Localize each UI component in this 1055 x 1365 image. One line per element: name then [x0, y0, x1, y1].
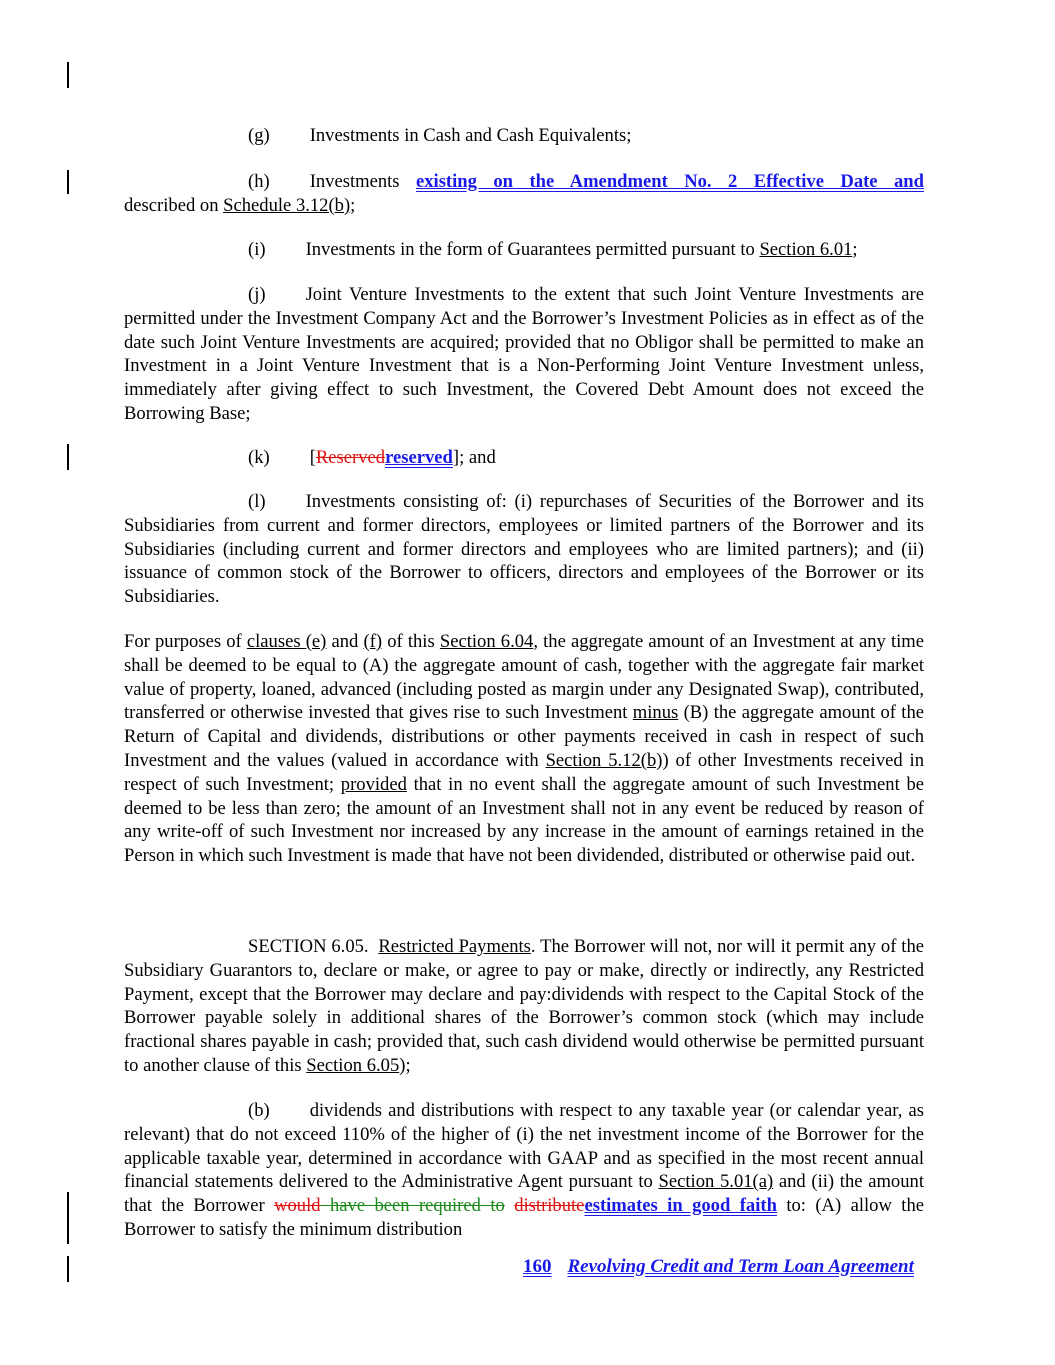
- clause-text: Investments in the form of Guarantees permitted pursuant to: [305, 239, 760, 260]
- section-link[interactable]: Section 5.01(a): [658, 1171, 774, 1193]
- clause-k: [124, 446, 924, 470]
- text: (B) the aggregate amount of the Return of Capital and dividends, distributions or other payments received in cash in respect of such Investment and the values (valued in accordance with: [124, 702, 924, 771]
- text: ) of other Investments received in respect of such Investment;: [124, 749, 924, 795]
- clause-text: described on: [124, 194, 224, 216]
- clause-label: (l): [248, 491, 266, 512]
- clause-label: (j): [248, 284, 266, 305]
- section-link[interactable]: Section 6.05: [306, 1054, 400, 1076]
- text: . The Borrower will not, nor will it permit any of the Subsidiary Guarantors to, declare or make, or agree to pay or make, directly or indirectly, any Restricted Payment, except that the Borrower may declare and pay:dividends with respect to the Capital Stock of the Borrower payable solely in additional shares of the Borrower’s common stock (which may include fractional shares payable in cash; provided that, such cash dividend would otherwise be permitted pursuant to another clause of this: [124, 936, 924, 1076]
- deleted-text: would: [274, 1195, 321, 1217]
- section-title: Restricted Payments: [378, 936, 531, 957]
- document-title: Revolving Credit and Term Loan Agreement: [567, 1256, 914, 1277]
- inserted-text: reserved: [385, 447, 453, 468]
- clause-text: Investments: [309, 171, 416, 192]
- section-heading: SECTION 6.05.: [248, 936, 379, 957]
- text: );: [399, 1054, 411, 1076]
- section-link[interactable]: Section 5.12(b): [545, 749, 663, 771]
- clause-text: Investments consisting of: (i) repurchases of Securities of the Borrower and its Subsidiaries from current and former directors, employees or limited partners of the Borrower and its Subsidiaries (including current and former directors and employees who are limited partners); and (ii) issuance of common stock of the Borrower to officers, directors and employees of the Borrower or its Subsidiaries.: [124, 491, 924, 608]
- moved-deleted-text: have been required to: [320, 1195, 505, 1217]
- clause-text: ]; and: [452, 447, 496, 468]
- clause-label: (h): [248, 171, 270, 192]
- clause-label: (g): [248, 125, 270, 146]
- text: and: [326, 631, 364, 652]
- clause-label: (b): [248, 1100, 270, 1121]
- punct: ;: [350, 194, 356, 216]
- change-bar: [67, 1192, 69, 1244]
- punct: ;: [852, 239, 858, 260]
- clause-j: [124, 283, 924, 426]
- clause-label: (i): [248, 239, 266, 260]
- text: to: (A) allow the Borrower to satisfy the minimum distribution: [124, 1195, 925, 1240]
- clause-label: (k): [248, 447, 270, 468]
- clause-link[interactable]: clauses (e): [246, 631, 327, 652]
- change-bar: [67, 62, 69, 88]
- clause-text: Investments in Cash and Cash Equivalents;: [309, 125, 632, 146]
- schedule-link[interactable]: Schedule 3.12(b): [223, 194, 351, 216]
- deleted-text: distribute: [514, 1195, 585, 1217]
- text: of this: [382, 631, 440, 652]
- clause-h: [124, 170, 924, 218]
- section-link[interactable]: Section 6.01: [759, 239, 853, 260]
- purposes-paragraph: [124, 630, 924, 868]
- text: , the aggregate amount of an Investment at any time shall be deemed to be equal to (A) the aggregate amount of cash, together with the aggregate fair market value of property, loaned, advanced (including posted as margin under any Designated Swap), contributed, transferred or otherwise invested that gives rise to such Investment: [124, 631, 924, 724]
- punct: [: [309, 447, 316, 468]
- change-bar: [67, 444, 69, 470]
- clause-text: Joint Venture Investments to the extent that such Joint Venture Investments are permitted under the Investment Company Act and the Borrower’s Investment Policies as in effect as of the date such Joint Venture Investments are acquired; provided that no Obligor shall be permitted to make an Investment in a Joint Venture Investment that is a Non-Performing Joint Venture Investment unless, immediately after giving effect to such Investment, the Covered Debt Amount does not exceed the Borrowing Base;: [124, 284, 924, 424]
- clause-b: [124, 1099, 924, 1242]
- text: dividends and distributions with respect to any taxable year (or calendar year, as relevant) that do not exceed 110% of the higher of (i) the net investment income of the Borrower for the applicable taxable year, determined in accordance with GAAP and as specified in the most recent annual financial statements delivered to the Administrative Agent pursuant to: [124, 1100, 924, 1193]
- inserted-text: existing on the Amendment No. 2 Effective Date and: [415, 171, 924, 192]
- underlined-term: minus: [632, 702, 679, 724]
- deleted-text: Reserved: [315, 447, 386, 468]
- clause-link[interactable]: (f): [363, 631, 383, 652]
- change-bar: [67, 170, 69, 194]
- text: that in no event shall the aggregate amount of such Investment be deemed to be less than zero; the amount of an Investment shall not in any event be reduced by reason of any write-off of such Investment nor increased by any increase in the amount of earnings retained in the Person in which such Investment is made that have not been dividended, distributed or otherwise paid out.: [124, 773, 924, 867]
- text: For purposes of: [124, 631, 247, 652]
- clause-l: [124, 490, 924, 609]
- change-bar: [67, 1256, 69, 1282]
- underlined-term: provided: [340, 773, 407, 795]
- section-6-05: [124, 935, 924, 1078]
- page-footer: [523, 1256, 914, 1278]
- page-number: 160: [523, 1256, 552, 1277]
- clause-g: [124, 124, 924, 148]
- text: and (ii) the amount that the Borrower: [124, 1171, 924, 1217]
- section-link[interactable]: Section 6.04: [439, 631, 534, 652]
- clause-i: [124, 238, 924, 262]
- inserted-text: estimates in good faith: [584, 1195, 777, 1217]
